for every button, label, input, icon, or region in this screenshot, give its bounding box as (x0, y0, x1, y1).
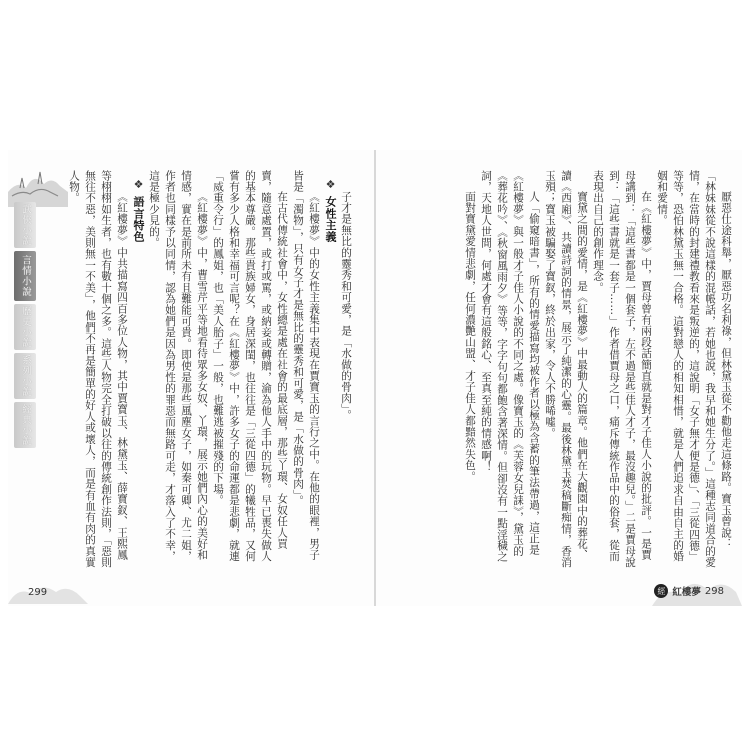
paragraph: 面對寶黛愛情悲劇，任何濃艷山盟、才子佳人都黯然失色。 (464, 191, 476, 483)
book-spread (8, 150, 742, 606)
section-heading-feminism (322, 178, 338, 562)
section-tabs (14, 202, 38, 451)
page-number-left: 299 (28, 587, 48, 598)
page-footer-right (654, 584, 724, 598)
tab-romance[interactable]: 言情小說 (14, 251, 36, 301)
paragraph: 《紅樓夢》中共描寫四百多位人物，其中賈寶玉、林黛玉、薛寶釵、王熙鳳等栩栩如生者，也有數十個之多。這些人物完全打破以往的傳統創作法則，「惡則無往不惡，美則無一不美」，他們不再是簡單的好人或壞人，而是有血有肉的真實人物。 (68, 170, 128, 568)
heading-mark-icon: ❖ (132, 178, 145, 192)
book-badge-icon: 經 (654, 584, 668, 598)
paragraph: 寶黛之間的愛情，是《紅樓夢》中最動人的篇章。他們在大觀園中的葬花、讀《西廂》、共讀詩詞的情景，展示了純潔的心靈。最後林黛玉焚稿斷痴情，香消玉殞；寶玉被騙娶了寶釵，終於出家，令人不勝唏噓。 (544, 170, 588, 568)
tab-classic[interactable]: 經典小說 (14, 402, 36, 448)
paragraph: 厭惡仕途科舉，厭惡功名利祿，但林黛玉從不勸他走這條路。寶玉曾說：「林妹妹從不說這樣的混帳話，若她也說，我早和她生分了。」這種志同道合的愛情，在當時的封建禮教看來是叛逆的，這說明「女子無才便是德」、「三從四德」等等，恐怕林黛玉無一合格。這對戀人的相知相惜，就是人們追求自由自主的婚姻和愛情。 (656, 170, 732, 568)
ink-landscape-decoration (8, 162, 68, 207)
section-heading-language (130, 178, 146, 562)
left-page-text (62, 170, 354, 570)
right-page (376, 150, 742, 606)
paragraph: 子才是無比的靈秀和可愛，是「水做的骨肉」。 (340, 191, 352, 422)
book-title: 紅樓夢 (672, 587, 701, 598)
page-number-right: 298 (704, 585, 724, 597)
heading-text: 語言特色 (132, 196, 145, 243)
left-page (8, 150, 374, 606)
cloud-decoration (8, 576, 88, 606)
paragraph: 人「偷窺暗書」，所有的情愛描寫均被作者以極為含蓄的筆法帶過，這正是《紅樓夢》與一般才子佳人小說的不同之處。像寶玉的《芙蓉女兒誄》，黛玉的《葬花吟》、《秋窗風雨夕》等等，字字句句都飽含著深情。但卻沒有一點淫穢之詞，天地人世間，何處才會有這般銘心、至真至純的情感啊！ (480, 170, 540, 563)
heading-mark-icon: ❖ (324, 178, 337, 192)
paragraph: 在古代傳統社會中，女性總是處在社會的最底層，那些丫環、女奴任人買賣，隨意處置，或打或罵，或納妾或轉贈，淪為他人手中的玩物。早已喪失做人的基本尊嚴。那些貴族婦女，身居深閨，也往往是「三從四德」的犧牲品，又何嘗有多少人格和幸福可言呢？在《紅樓夢》中，許多女子的命運都是悲劇，就連「威重令行」的鳳姐，也「美人胎子」一般，也難逃被摧殘的下場。 (212, 170, 288, 562)
right-page-text (416, 170, 734, 570)
tab-history[interactable]: 歷史小說 (14, 304, 36, 350)
heading-text: 女性主義 (324, 196, 337, 243)
tab-series[interactable]: 系列小說 (14, 353, 36, 399)
paragraph: 《紅樓夢》中，曹雪芹平等地看待眾多女奴、丫環，展示她們內心的美好和情感，實在是前所未有且難能可貴。即使是那些風塵女子，如秦可卿、尤二姐，作者也同樣予以同情，認為她們是因為男性的罪惡而無路可走，才落入了不幸，這是極少見的。 (148, 170, 208, 562)
paragraph: 在《紅樓夢》中，賈母曾有兩段話簡直就是對才子佳人小說的批評。一是賈母講到：「這些書都是一個套子，左不過是些佳人才子，最沒趣兒。」二是賈母說到：「這些書就是一套子……」作者借賈母之口，痛斥傳統作品中的俗套，從而表現出自己的創作理念。 (592, 170, 652, 568)
tab-wuxia[interactable]: 武俠小說 (14, 202, 36, 248)
paragraph: 《紅樓夢》中的女性主義集中表現在賈寶玉的言行之中。在他的眼裡，男子皆是「濁物」，只有女子才是無比的靈秀和可愛，是「水做的骨肉」。 (292, 170, 320, 561)
